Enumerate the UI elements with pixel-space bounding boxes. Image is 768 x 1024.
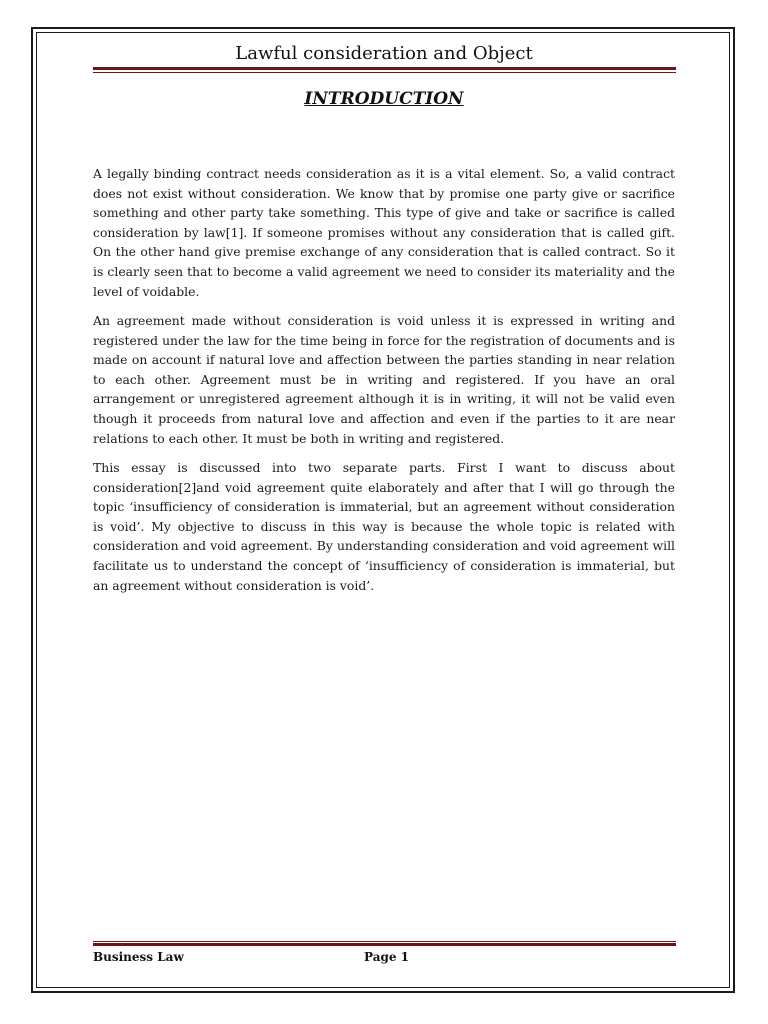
footer-page-number: Page 1 bbox=[364, 950, 410, 964]
header-rule-thin bbox=[93, 72, 676, 73]
section-heading: INTRODUCTION bbox=[304, 89, 464, 109]
footer-rule-thick bbox=[93, 943, 676, 946]
footer-rule-thin bbox=[93, 941, 676, 942]
paragraph-1: A legally binding contract needs consideration as it is a vital element. So, a valid contract does not exist without consideration. We know that by promise one party give or sacrifice something and other party take something. This type of give and take or sacrifice is called consideration by law[1]. If someone promises without any consideration that is called gift. On the other hand give premise exchange of any consideration that is called contract. So it is clearly seen that to become a valid agreement we need to consider its materiality and the level of voidable. bbox=[93, 166, 675, 299]
header-rule-thick bbox=[93, 67, 676, 70]
footer-course-label: Business Law bbox=[93, 950, 184, 964]
paragraph-3: This essay is discussed into two separate parts. First I want to discuss about consideration[2]and void agreement quite elaborately and after that I will go through the topic ‘insufficiency of consideration is immaterial, but an agreement without consideration is void’. My objective to discuss in this way is because the whole topic is related with consideration and void agreement. By understanding consideration and void agreement will facilitate us to understand the concept of ‘insufficiency of consideration is immaterial, but an agreement without consideration is void’. bbox=[93, 460, 675, 593]
paragraph-2: An agreement made without consideration is void unless it is expressed in writing and registered under the law for the time being in force for the registration of documents and is made on account if natural love and affection between the parties standing in near relation to each other. Agreement must be in writing and registered. If you have an oral arrangement or unregistered agreement although it is in writing, it will not be valid even though it proceeds from natural love and affection and even if the parties to it are near relations to each other. It must be both in writing and registered. bbox=[93, 313, 675, 446]
header-title: Lawful consideration and Object bbox=[235, 43, 533, 64]
